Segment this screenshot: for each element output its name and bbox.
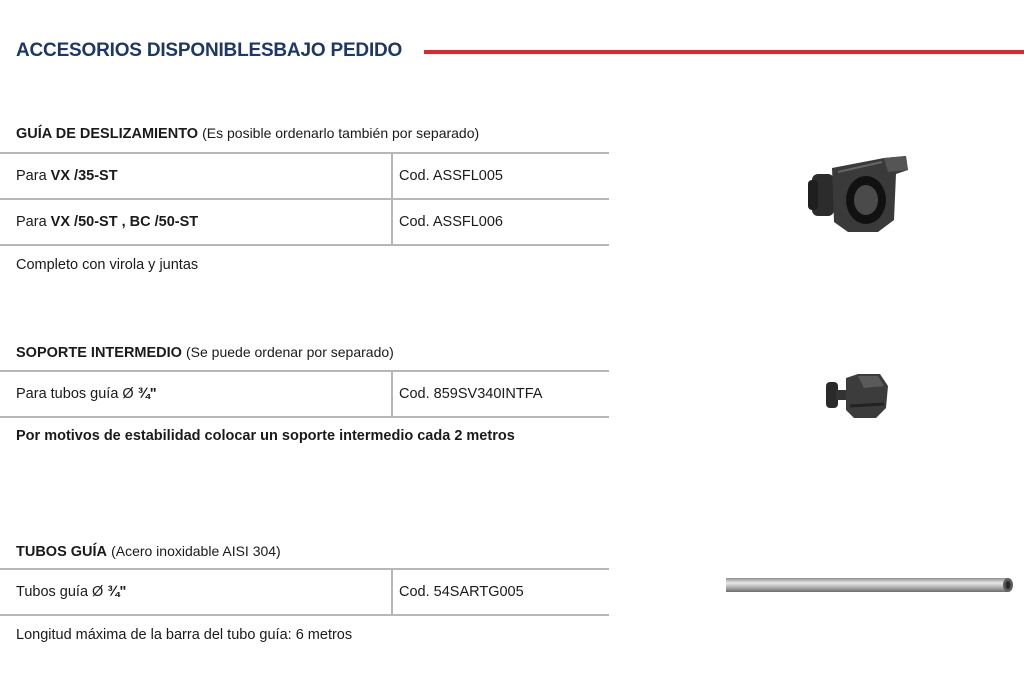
model-prefix: Para xyxy=(16,168,51,184)
section-heading-note: (Se puede ordenar por separado) xyxy=(186,344,394,360)
section-heading-text: GUÍA DE DESLIZAMIENTO xyxy=(16,126,199,142)
code-cell: Cod. 859SV340INTFA xyxy=(392,371,609,417)
model-cell xyxy=(0,569,392,615)
model-prefix: Tubos guía Ø xyxy=(16,584,108,600)
spec-table-soporte-intermedio xyxy=(0,370,609,418)
code-cell: Cod. ASSFL005 xyxy=(392,153,609,199)
section-heading-text: SOPORTE INTERMEDIO xyxy=(16,345,182,361)
table-row xyxy=(0,199,609,245)
section-heading-note: (Acero inoxidable AISI 304) xyxy=(111,543,281,559)
page-title: ACCESORIOS DISPONIBLESBAJO PEDIDO xyxy=(16,40,403,61)
section-footnote: Longitud máxima de la barra del tubo guía: 6 metros xyxy=(16,627,353,643)
spec-table-guia-deslizamiento xyxy=(0,152,609,246)
section-heading-note: (Es posible ordenarlo también por separado) xyxy=(202,125,480,141)
section-heading-tubos-guia xyxy=(16,543,281,560)
model-name: VX /35-ST xyxy=(50,168,118,184)
table-row xyxy=(0,371,609,417)
model-name: ¾" xyxy=(137,386,157,402)
model-prefix: Para xyxy=(16,214,51,230)
section-footnote: Por motivos de estabilidad colocar un soporte intermedio cada 2 metros xyxy=(16,428,515,444)
section-heading-text: TUBOS GUÍA xyxy=(16,544,108,560)
model-prefix: Para tubos guía Ø xyxy=(16,386,138,402)
model-name: VX /50-ST , BC /50-ST xyxy=(50,214,199,230)
model-name: ¾" xyxy=(107,584,127,600)
spec-table-tubos-guia xyxy=(0,568,609,616)
table-row xyxy=(0,569,609,615)
title-accent-rule xyxy=(424,50,1024,54)
model-cell xyxy=(0,371,392,417)
model-cell xyxy=(0,153,392,199)
code-cell: Cod. 54SARTG005 xyxy=(392,569,609,615)
slide-guide-bracket-image xyxy=(808,150,912,236)
guide-tube-image xyxy=(724,574,1016,596)
model-cell xyxy=(0,199,392,245)
section-heading-guia-deslizamiento xyxy=(16,125,479,142)
table-row xyxy=(0,153,609,199)
section-heading-soporte-intermedio xyxy=(16,344,394,361)
code-cell: Cod. ASSFL006 xyxy=(392,199,609,245)
intermediate-support-clamp-image xyxy=(824,370,890,422)
section-footnote: Completo con virola y juntas xyxy=(16,257,199,273)
